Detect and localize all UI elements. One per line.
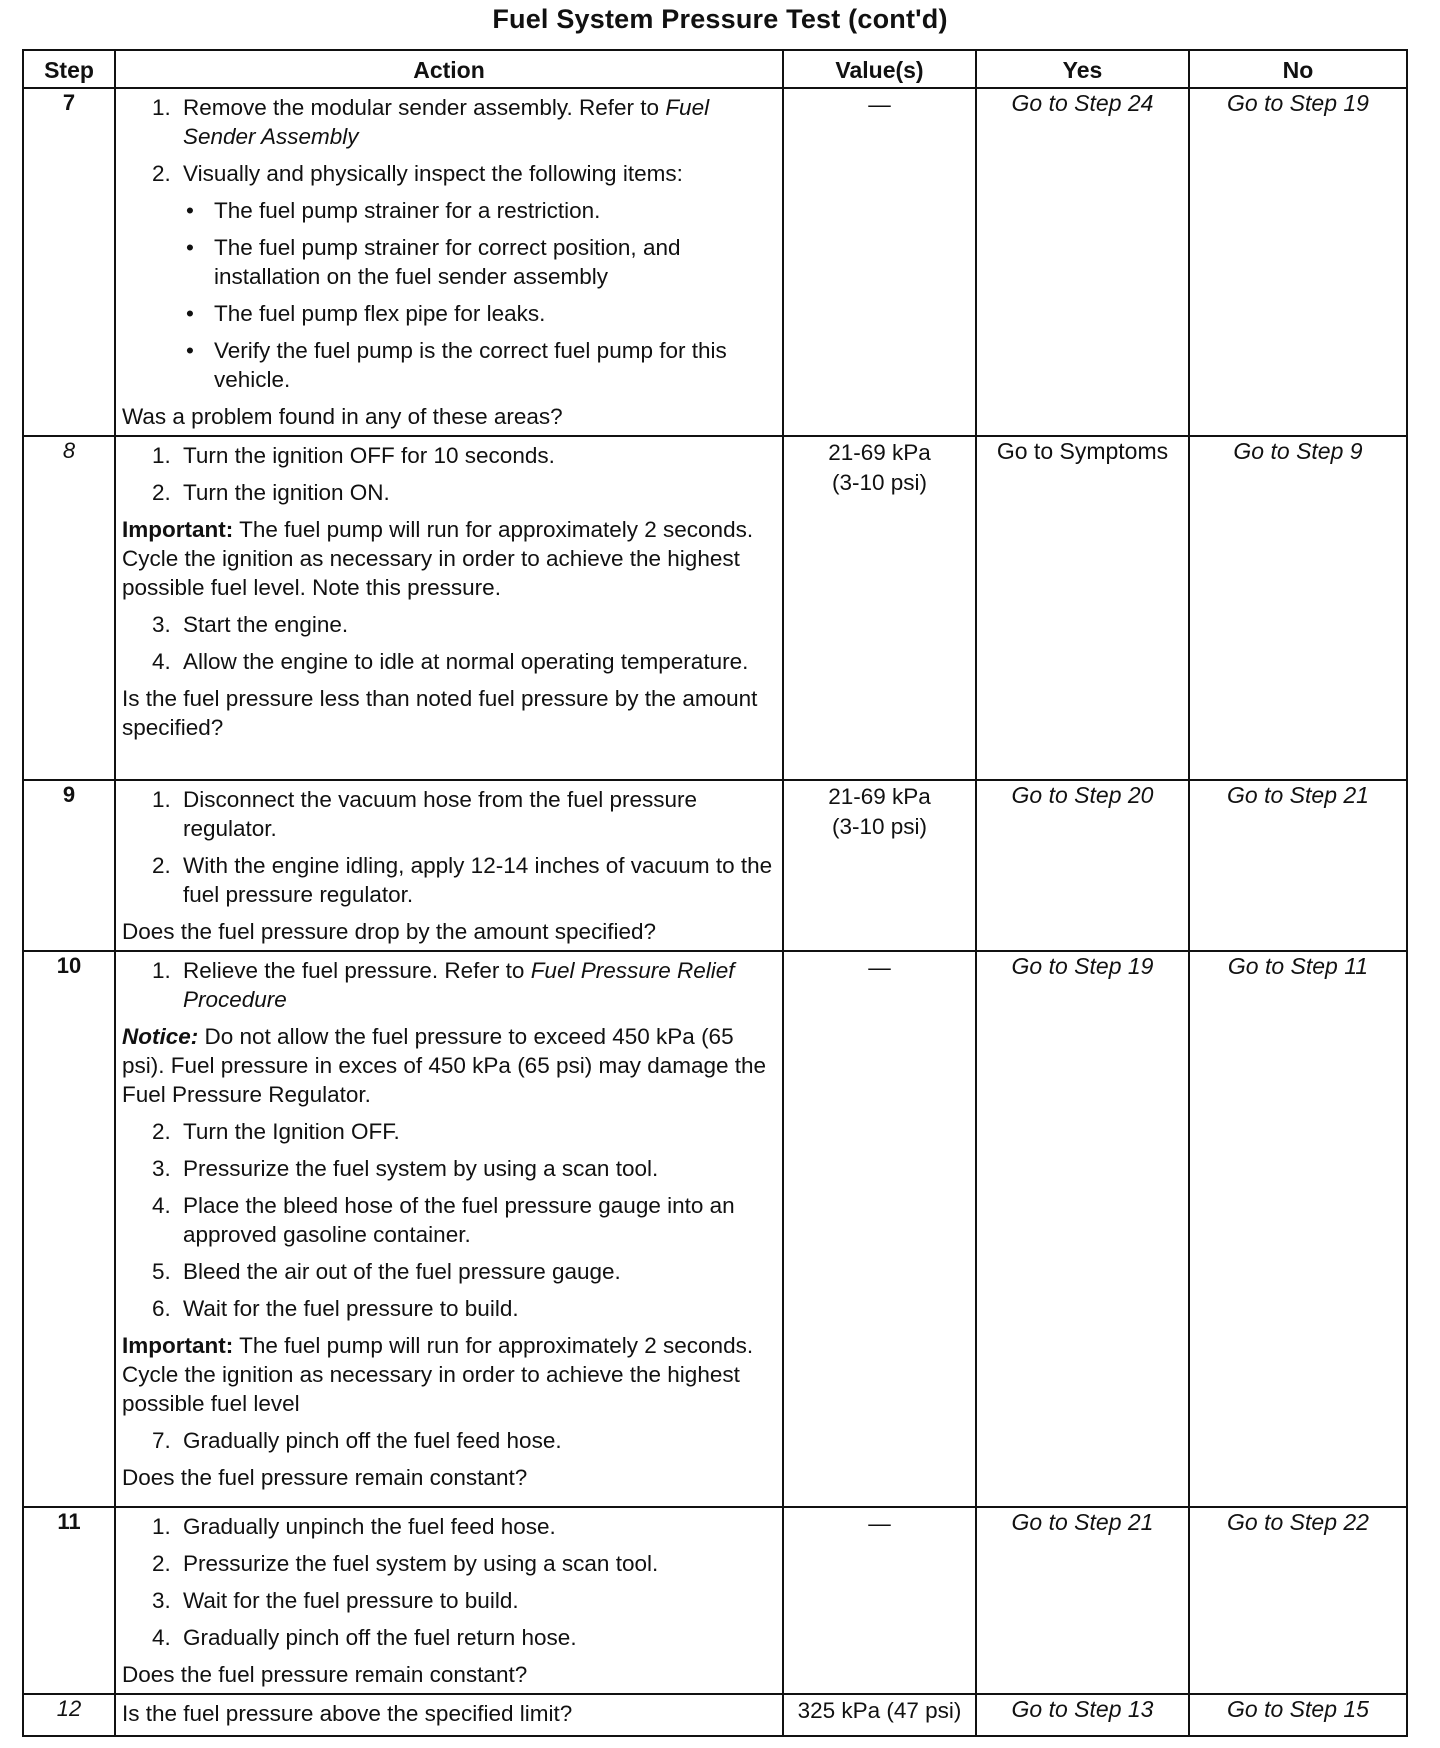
notice-text: Do not allow the fuel pressure to exceed 450 kPa (65 psi). Fuel pressure in exces of 450 kPa (65 psi) may damage the Fuel Pressure Regulator. <box>122 1024 767 1107</box>
item-text: Allow the engine to idle at normal operating temperature. <box>183 649 749 674</box>
bullet-text: Verify the fuel pump is the correct fuel pump for this vehicle. <box>214 338 727 392</box>
table-row-step-10 <box>23 951 1407 1507</box>
important-label: Important: <box>122 517 234 542</box>
yes-result: Go to Step 24 <box>976 88 1189 436</box>
item-text: Place the bleed hose of the fuel pressure gauge into an approved gasoline container. <box>183 1193 735 1247</box>
action-item <box>152 1154 774 1183</box>
yes-result: Go to Step 19 <box>976 951 1189 1507</box>
action-item <box>152 1586 774 1615</box>
header-yes: Yes <box>976 50 1189 88</box>
item-text: Relieve the fuel pressure. Refer to <box>183 958 531 983</box>
item-number: 2. <box>152 1119 171 1144</box>
no-result: Go to Step 21 <box>1189 780 1407 951</box>
action-item <box>152 478 774 507</box>
step-number: 10 <box>23 951 115 1507</box>
item-number: 3. <box>152 612 171 637</box>
bullet-item <box>186 336 774 394</box>
item-number: 2. <box>152 853 171 878</box>
bullet-text: The fuel pump strainer for a restriction. <box>214 198 601 223</box>
item-number: 4. <box>152 1625 171 1650</box>
action-item <box>152 93 774 151</box>
action-cell <box>115 88 783 436</box>
step-number: 8 <box>23 436 115 780</box>
item-number: 3. <box>152 1156 171 1181</box>
item-text: Bleed the air out of the fuel pressure gauge. <box>183 1259 621 1284</box>
important-note <box>122 1331 774 1418</box>
value-cell: — <box>783 951 976 1507</box>
reference-link[interactable]: Fuel Sender Assembly <box>183 95 710 149</box>
pressure-test-table <box>22 49 1408 1737</box>
step-number: 11 <box>23 1507 115 1694</box>
value-cell: — <box>783 1507 976 1694</box>
item-text: Remove the modular sender assembly. Refer to <box>183 95 666 120</box>
important-text: The fuel pump will run for approximately 2 seconds. Cycle the ignition as necessary in order to achieve the highest possible fuel level. Note this pressure. <box>122 517 754 600</box>
action-cell <box>115 1507 783 1694</box>
question-text: Is the fuel pressure less than noted fuel pressure by the amount specified? <box>122 686 758 740</box>
bullet-text: The fuel pump flex pipe for leaks. <box>214 301 546 326</box>
item-text: Turn the ignition OFF for 10 seconds. <box>183 443 555 468</box>
question-text: Does the fuel pressure remain constant? <box>122 1465 528 1490</box>
item-number: 2. <box>152 480 171 505</box>
question-text: Was a problem found in any of these areas? <box>122 404 563 429</box>
value-cell <box>783 436 976 780</box>
action-item <box>152 1512 774 1541</box>
item-number: 1. <box>152 787 171 812</box>
no-result: Go to Step 15 <box>1189 1694 1407 1736</box>
item-text: Wait for the fuel pressure to build. <box>183 1588 519 1613</box>
important-note <box>122 515 774 602</box>
value-cell: 325 kPa (47 psi) <box>783 1694 976 1736</box>
item-number: 7. <box>152 1428 171 1453</box>
table-row-step-12 <box>23 1694 1407 1736</box>
header-values: Value(s) <box>783 50 976 88</box>
important-text: The fuel pump will run for approximately 2 seconds. Cycle the ignition as necessary in order to achieve the highest possible fuel level <box>122 1333 754 1416</box>
question-text: Is the fuel pressure above the specified limit? <box>122 1701 573 1726</box>
bullet-item <box>186 299 774 328</box>
item-text: Visually and physically inspect the following items: <box>183 161 683 186</box>
action-item <box>152 1294 774 1323</box>
item-text: Turn the Ignition OFF. <box>183 1119 400 1144</box>
item-number: 1. <box>152 95 171 120</box>
action-item <box>152 647 774 676</box>
yes-result: Go to Step 21 <box>976 1507 1189 1694</box>
no-result: Go to Step 19 <box>1189 88 1407 436</box>
action-item <box>152 785 774 843</box>
action-cell <box>115 436 783 780</box>
bullet-item <box>186 196 774 225</box>
important-label: Important: <box>122 1333 234 1358</box>
table-row-step-9 <box>23 780 1407 951</box>
page-title: Fuel System Pressure Test (cont'd) <box>492 4 948 34</box>
no-result: Go to Step 11 <box>1189 951 1407 1507</box>
action-cell <box>115 951 783 1507</box>
item-text: With the engine idling, apply 12-14 inches of vacuum to the fuel pressure regulator. <box>183 853 773 907</box>
header-no: No <box>1189 50 1407 88</box>
action-item <box>152 956 774 1014</box>
action-item <box>152 1549 774 1578</box>
bullet-icon: • <box>186 301 194 326</box>
item-number: 2. <box>152 161 171 186</box>
item-number: 4. <box>152 649 171 674</box>
step-number: 7 <box>23 88 115 436</box>
yes-result: Go to Step 20 <box>976 780 1189 951</box>
notice-label: Notice: <box>122 1024 199 1049</box>
item-text: Wait for the fuel pressure to build. <box>183 1296 519 1321</box>
yes-result: Go to Step 13 <box>976 1694 1189 1736</box>
item-text: Turn the ignition ON. <box>183 480 390 505</box>
item-text: Gradually pinch off the fuel return hose. <box>183 1625 577 1650</box>
table-row-step-11 <box>23 1507 1407 1694</box>
value-cell <box>783 780 976 951</box>
action-item <box>152 1257 774 1286</box>
bullet-icon: • <box>186 338 194 363</box>
step-number: 12 <box>23 1694 115 1736</box>
item-number: 5. <box>152 1259 171 1284</box>
action-item <box>152 1426 774 1455</box>
action-item <box>152 159 774 188</box>
value-psi: (3-10 psi) <box>831 470 928 495</box>
no-result: Go to Step 22 <box>1189 1507 1407 1694</box>
header-step: Step <box>23 50 115 88</box>
action-item <box>152 851 774 909</box>
step-number: 9 <box>23 780 115 951</box>
table-row-step-8 <box>23 436 1407 780</box>
yes-result: Go to Symptoms <box>976 436 1189 780</box>
item-text: Disconnect the vacuum hose from the fuel pressure regulator. <box>183 787 698 841</box>
item-number: 4. <box>152 1193 171 1218</box>
action-item <box>152 1623 774 1652</box>
item-number: 6. <box>152 1296 171 1321</box>
action-cell <box>115 1694 783 1736</box>
item-number: 1. <box>152 1514 171 1539</box>
header-row <box>23 50 1407 88</box>
item-number: 3. <box>152 1588 171 1613</box>
reference-link[interactable]: Fuel Pressure Relief Procedure <box>183 958 735 1012</box>
header-action: Action <box>115 50 783 88</box>
question-text: Does the fuel pressure remain constant? <box>122 1662 528 1687</box>
item-text: Gradually pinch off the fuel feed hose. <box>183 1428 562 1453</box>
value-psi: (3-10 psi) <box>831 814 928 839</box>
action-item <box>152 610 774 639</box>
bullet-icon: • <box>186 198 194 223</box>
bullet-icon: • <box>186 235 194 260</box>
item-text: Gradually unpinch the fuel feed hose. <box>183 1514 556 1539</box>
bullet-item <box>186 233 774 291</box>
item-text: Pressurize the fuel system by using a scan tool. <box>183 1156 659 1181</box>
no-result: Go to Step 9 <box>1189 436 1407 780</box>
action-item <box>152 441 774 470</box>
bullet-text: The fuel pump strainer for correct position, and installation on the fuel sender assembly <box>214 235 681 289</box>
item-number: 2. <box>152 1551 171 1576</box>
value-kpa: 21-69 kPa <box>828 784 931 809</box>
item-number: 1. <box>152 443 171 468</box>
notice-note <box>122 1022 774 1109</box>
table-row-step-7 <box>23 88 1407 436</box>
item-text: Start the engine. <box>183 612 349 637</box>
value-cell: — <box>783 88 976 436</box>
action-item <box>152 1191 774 1249</box>
item-text: Pressurize the fuel system by using a scan tool. <box>183 1551 659 1576</box>
action-cell <box>115 780 783 951</box>
question-text: Does the fuel pressure drop by the amount specified? <box>122 919 657 944</box>
action-item <box>152 1117 774 1146</box>
value-kpa: 21-69 kPa <box>828 440 931 465</box>
item-number: 1. <box>152 958 171 983</box>
